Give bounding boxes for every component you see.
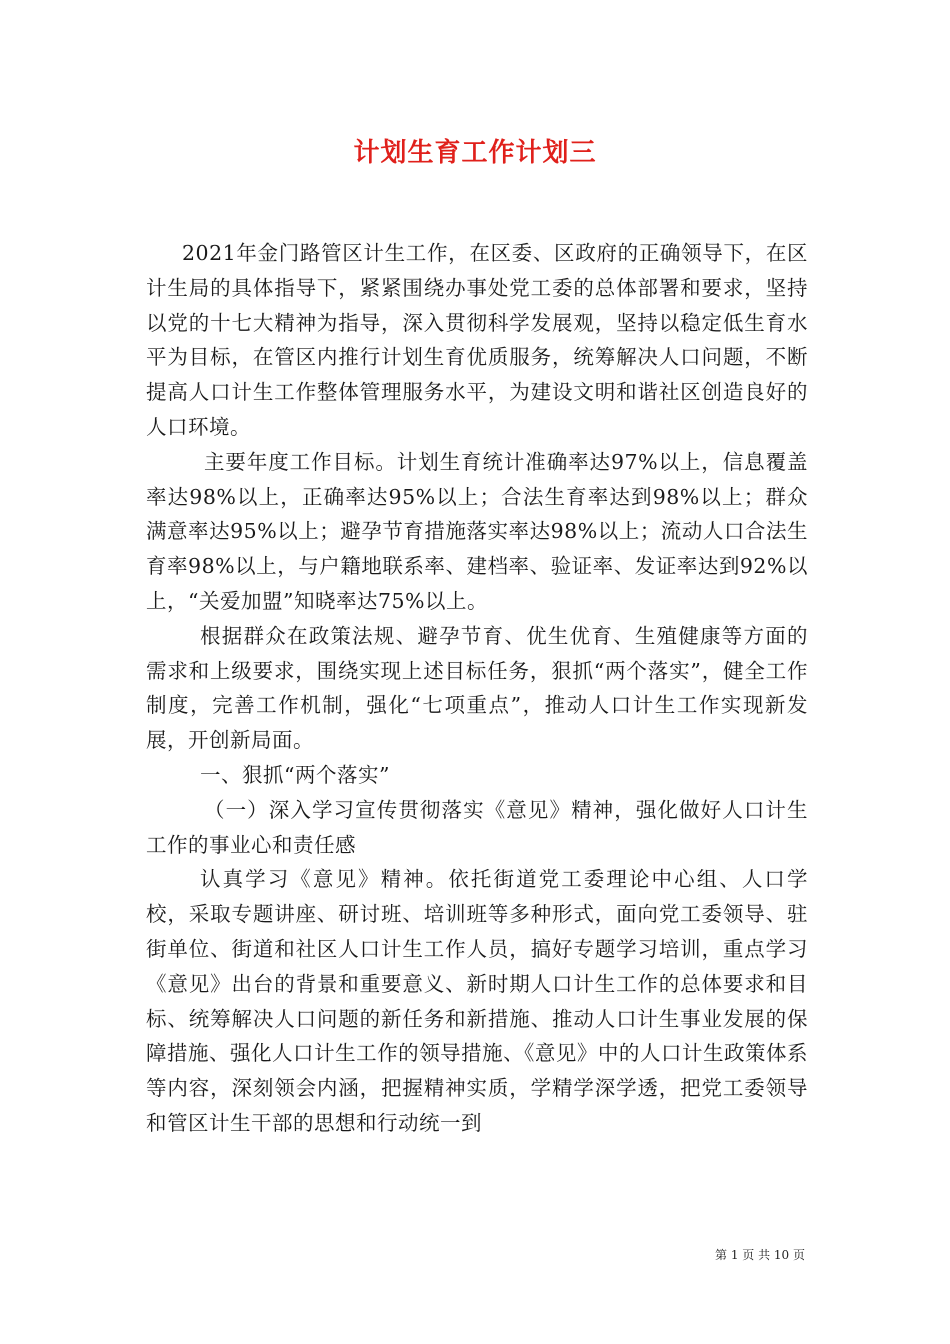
paragraph-study: 认真学习《意见》精神。依托街道党工委理论中心组、人口学校，采取专题讲座、研讨班、培训班等多种形式，面向党工委领导、驻街单位、街道和社区人口计生工作人员，搞好专题学习培训，重点学习《意见》出台的背景和重要意义、新时期人口计生工作的总体要求和目标、统筹解决人口问题的新任务和新措施、推动人口计生事业发展的保障措施、强化人口计生工作的领导措施、《意见》中的人口计生政策体系等内容，深刻领会内涵，把握精神实质，学精学深学透，把党工委领导和管区计生干部的思想和行动统一到 [146,867,808,1135]
paragraph-intro: 2021年金门路管区计生工作，在区委、区政府的正确领导下，在区计生局的具体指导下，紧紧围绕办事处党工委的总体部署和要求，坚持以党的十七大精神为指导，深入贯彻科学发展观，坚持以稳定低生育水平为目标，在管区内推行计划生育优质服务，统筹解决人口问题，不断提高人口计生工作整体管理服务水平，为建设文明和谐社区创造良好的人口环境。 [146,241,808,439]
document-body [146,236,808,1141]
document-title: 计划生育工作计划三 [353,138,597,168]
subsection-heading-1: （一）深入学习宣传贯彻落实《意见》精神，强化做好人口计生工作的事业心和责任感 [146,797,808,857]
section-heading-1: 一、狠抓“两个落实” [200,762,390,787]
paragraph-requirements: 根据群众在政策法规、避孕节育、优生优育、生殖健康等方面的需求和上级要求，围绕实现上述目标任务，狠抓“两个落实”，健全工作制度，完善工作机制，强化“七项重点”，推动人口计生工作实现新发展，开创新局面。 [146,623,808,753]
page-number-footer: 第 1 页 共 10 页 [715,1248,805,1262]
paragraph-goals: 主要年度工作目标。计划生育统计准确率达97%以上，信息覆盖率达98%以上，正确率达95%以上；合法生育率达到98%以上；群众满意率达95%以上；避孕节育措施落实率达98%以上；流动人口合法生育率98%以上，与户籍地联系率、建档率、验证率、发证率达到92%以上，“关爱加盟”知晓率达75%以上。 [146,449,808,613]
